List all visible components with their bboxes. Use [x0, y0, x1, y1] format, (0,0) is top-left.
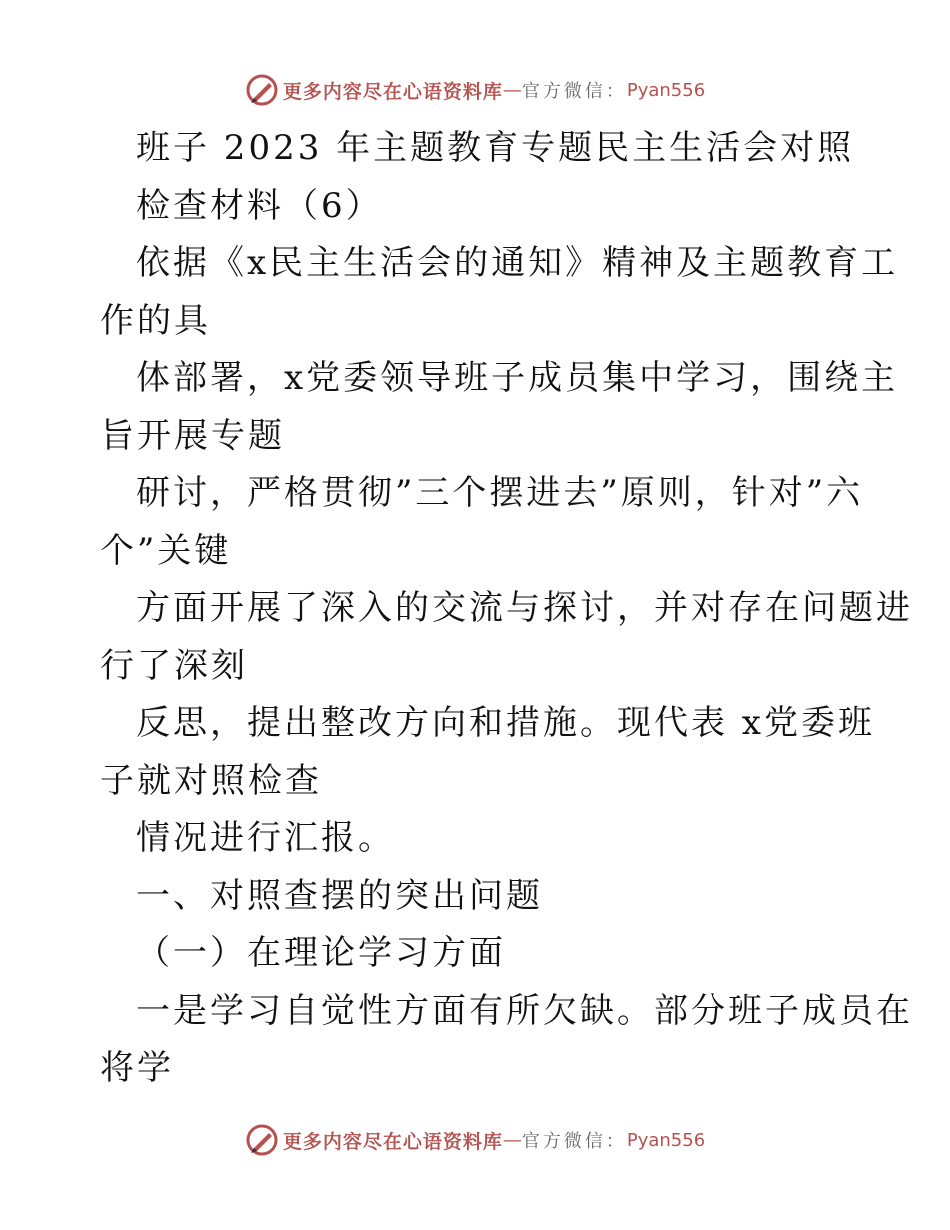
- paragraph-line: 体部署，x党委领导班子成员集中学习，围绕主: [136, 358, 899, 398]
- watermark-wechat-id: Pyan556: [626, 79, 706, 101]
- watermark-brand: 更多内容尽在心语资料库: [282, 80, 503, 103]
- paragraph-line: 作的具: [100, 300, 211, 341]
- pen-logo-icon: [245, 73, 279, 107]
- watermark-wechat-label: 官方微信：: [521, 1131, 627, 1152]
- watermark-brand: 更多内容尽在心语资料库: [282, 1130, 503, 1153]
- paragraph-line: 子就对照检查: [100, 760, 322, 801]
- watermark-wechat-label: 官方微信：: [521, 81, 627, 102]
- paragraph-line: 研讨，严格贯彻”三个摆进去”原则，针对”六: [136, 473, 864, 513]
- paragraph-line: 反思，提出整改方向和措施。现代表 x党委班: [136, 703, 875, 743]
- paragraph-line: 行了深刻: [100, 645, 248, 686]
- section-heading: 一、对照查摆的突出问题: [136, 875, 543, 916]
- paragraph-line: 个”关键: [100, 530, 232, 571]
- subsection-heading: （一）在理论学习方面: [136, 933, 506, 973]
- paragraph-line: 一是学习自觉性方面有所欠缺。部分班子成员在: [136, 990, 913, 1031]
- header-watermark: [0, 70, 950, 110]
- watermark-wechat-id: Pyan556: [626, 1129, 706, 1151]
- paragraph-line: 方面开展了深入的交流与探讨，并对存在问题进: [136, 588, 913, 628]
- watermark-separator: —: [502, 79, 522, 101]
- paragraph-line: 依据《x民主生活会的通知》精神及主题教育工: [136, 243, 899, 283]
- paragraph-line: 旨开展专题: [100, 415, 285, 456]
- document-body: [100, 120, 913, 1098]
- watermark-separator: —: [502, 1129, 522, 1151]
- pen-logo-icon: [245, 1123, 279, 1157]
- paragraph-line: 情况进行汇报。: [136, 818, 395, 858]
- doc-title-line: 班子 2023 年主题教育专题民主生活会对照: [136, 128, 855, 168]
- paragraph-line: 将学: [100, 1048, 174, 1088]
- doc-title-line: 检查材料（6）: [136, 185, 383, 226]
- footer-watermark: [0, 1120, 950, 1160]
